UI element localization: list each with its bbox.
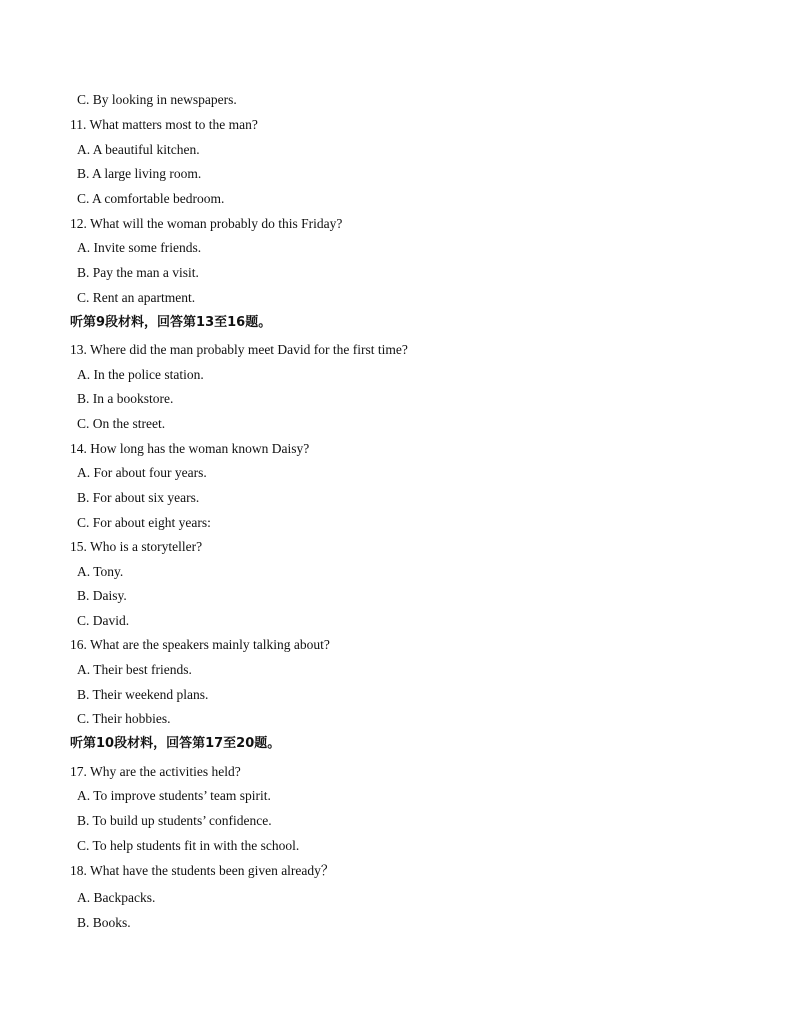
q17-option-a: A. To improve students’ team spirit. (77, 788, 271, 803)
q15-option-a: A. Tony. (77, 564, 124, 579)
q16-option-a: A. Their best friends. (77, 662, 192, 677)
question-12: 12. What will the woman probably do this Friday? (70, 216, 343, 231)
q12-option-b: B. Pay the man a visit. (77, 265, 199, 280)
q12-option-c: C. Rent an apartment. (77, 290, 196, 305)
q11-option-a: A. A beautiful kitchen. (77, 142, 200, 157)
q10-option-c: C. By looking in newspapers. (77, 92, 237, 107)
q14-option-a: A. For about four years. (77, 465, 207, 480)
q13-option-a: A. In the police station. (77, 367, 204, 382)
q14-option-c: C. For about eight years: (77, 515, 211, 530)
q15-option-b: B. Daisy. (77, 588, 127, 603)
q18-option-a: A. Backpacks. (77, 890, 156, 905)
question-17: 17. Why are the activities held? (70, 764, 241, 779)
question-14: 14. How long has the woman known Daisy? (70, 441, 310, 456)
question-11: 11. What matters most to the man? (70, 117, 258, 132)
q11-option-b: B. A large living room. (77, 166, 202, 181)
q17-option-b: B. To build up students’ confidence. (77, 813, 272, 828)
question-16: 16. What are the speakers mainly talking about? (70, 637, 330, 652)
section-heading-material-10: 听第10段材料，回答第17至20题。 (70, 736, 281, 751)
q18-option-b: B. Books. (77, 915, 131, 930)
question-13: 13. Where did the man probably meet David for the first time? (70, 342, 408, 357)
q16-option-c: C. Their hobbies. (77, 711, 171, 726)
question-18: 18. What have the students been given already？ (70, 863, 335, 878)
section-heading-material-9: 听第9段材料，回答第13至16题。 (70, 315, 272, 330)
q13-option-b: B. In a bookstore. (77, 391, 174, 406)
q17-option-c: C. To help students fit in with the school. (77, 838, 300, 853)
question-15: 15. Who is a storyteller? (70, 539, 203, 554)
q13-option-c: C. On the street. (77, 416, 166, 431)
q11-option-c: C. A comfortable bedroom. (77, 191, 225, 206)
q16-option-b: B. Their weekend plans. (77, 687, 209, 702)
q14-option-b: B. For about six years. (77, 490, 200, 505)
q12-option-a: A. Invite some friends. (77, 240, 202, 255)
q15-option-c: C. David. (77, 613, 130, 628)
